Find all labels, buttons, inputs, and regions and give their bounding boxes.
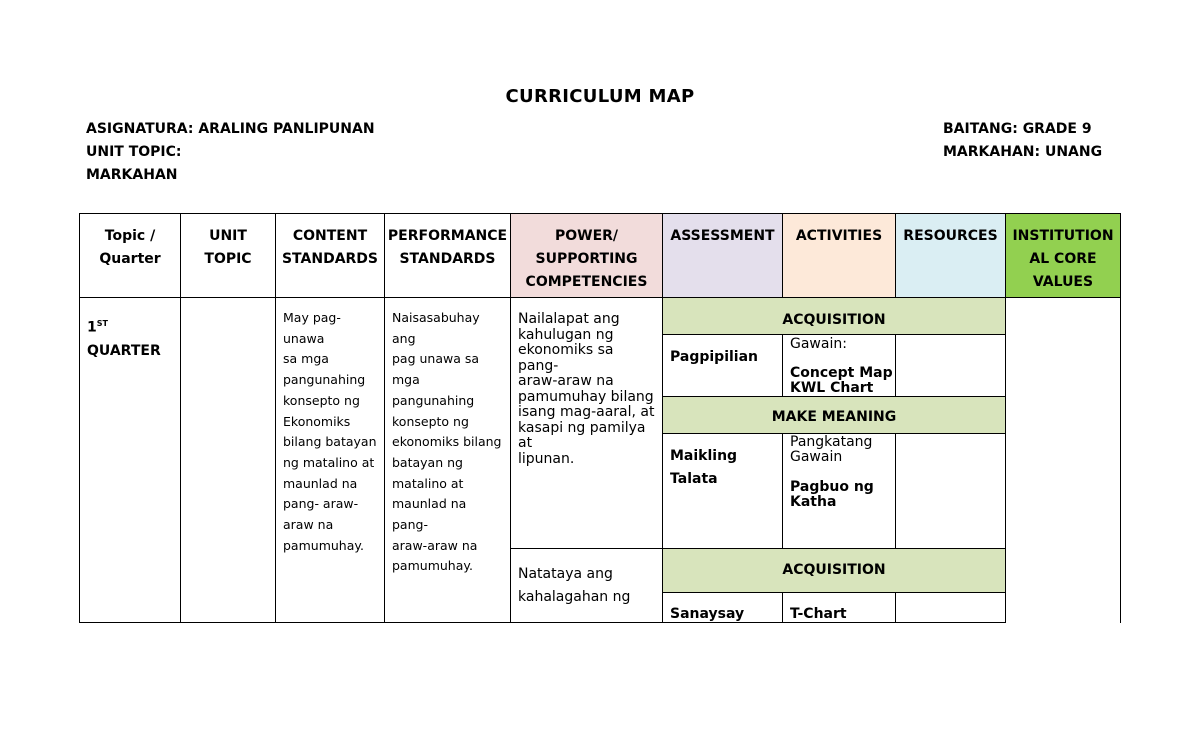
col-header-line: UNIT [209,228,247,244]
band-acquisition-2: ACQUISITION [662,548,1006,593]
activity-label: Gawain: [790,336,847,352]
cell-activity-2 [782,433,896,549]
header-markahan: MARKAHAN [86,167,178,183]
cell-core-values [1005,297,1121,623]
assessment-text: Sanaysay [670,606,745,622]
quarter-text: QUARTER [87,342,161,359]
text-line: pang- araw- [283,496,359,512]
col-header-line: SUPPORTING [535,251,638,267]
text-line: ekonomiks sa pang- [518,342,614,374]
quarter-suffix: ST [96,319,108,328]
activity-item: T-Chart [790,606,847,622]
col-header-line: AL CORE [1029,251,1097,267]
activity-item: Concept Map [790,365,893,381]
col-header-unit-topic [180,213,276,298]
text-line: konsepto ng [283,392,360,408]
text-line: Nailalapat ang [518,311,620,327]
col-header-line: Quarter [99,251,161,267]
cell-competency-1 [510,297,663,549]
col-header-core-values [1005,213,1121,298]
text-line: isang mag-aaral, at [518,404,655,420]
text-line: ng matalino at [283,454,375,470]
text-line: pamumuhay. [392,558,473,574]
text-line: sa mga [283,351,329,367]
col-header-line: POWER/ [554,228,619,244]
text-line: araw-araw na [392,537,478,553]
col-header-performance-standards [384,213,511,298]
text-line: pamumuhay. [283,537,364,553]
cell-assessment-2 [662,433,783,549]
col-header-line: TOPIC [204,251,252,267]
text-line: maunlad na pang- [392,496,467,533]
quarter-label [87,312,180,363]
activity-label: Gawain [790,449,843,465]
cell-resources-2 [895,433,1006,549]
text-line: May pag-unawa [283,310,341,346]
cell-assessment-3 [662,592,783,623]
text-line: pamumuhay bilang [518,388,654,405]
text-line: kahalagahan ng [518,589,631,605]
cell-competency-2 [510,548,663,623]
text-line: araw na [283,517,334,533]
activity-item: Katha [790,494,837,510]
cell-content-standards [275,297,385,623]
header-markahan-unang: MARKAHAN: UNANG [943,144,1103,160]
text-line: pag unawa sa mga [392,351,480,388]
activity-item: Pagbuo ng [790,479,874,495]
assessment-text: Pagpipilian [670,349,759,365]
col-header-line: ASSESSMENT [670,228,775,244]
col-header-line: INSTITUTION [1012,228,1114,244]
text-line: matalino at [392,475,464,491]
band-make-meaning: MAKE MEANING [662,396,1006,434]
text-line: araw-araw na [518,373,614,389]
cell-resources-1 [895,334,1006,397]
col-header-line: VALUES [1032,274,1094,290]
cell-resources-3 [895,592,1006,623]
col-header-line: ACTIVITIES [795,228,883,244]
text-line: pangunahing [392,392,475,408]
assessment-text: Talata [670,471,718,487]
text-line: maunlad na [283,475,358,491]
cell-unit-topic [180,297,276,623]
cell-performance-standards [384,297,511,623]
text-line: pangunahing [283,372,366,388]
text-line: kahulugan ng [518,326,614,343]
col-header-line: COMPETENCIES [525,274,648,290]
text-line: lipunan. [518,450,575,467]
col-header-line: Topic / [104,228,156,244]
cell-quarter [79,297,181,623]
col-header-line: PERFORMANCE [387,228,508,244]
col-header-assessment [662,213,783,298]
col-header-competencies [510,213,663,298]
band-acquisition-1: ACQUISITION [662,297,1006,335]
cell-assessment-1 [662,334,783,397]
text-line: konsepto ng [392,413,469,429]
text-line: Ekonomiks [283,413,351,429]
col-header-line: CONTENT [292,228,368,244]
text-line: batayan ng [392,454,463,470]
cell-activity-1 [782,334,896,397]
cell-activity-3 [782,592,896,623]
header-baitang: BAITANG: GRADE 9 [943,121,1092,137]
col-header-line: RESOURCES [903,228,998,244]
text-line: Natataya ang [518,566,613,582]
text-line: kasapi ng pamilya at [518,419,646,451]
text-line: Naisasabuhay ang [392,310,480,346]
activity-item: KWL Chart [790,380,874,396]
assessment-text: Maikling [670,448,738,464]
document-title: CURRICULUM MAP [505,86,695,107]
col-header-topic-quarter [79,213,181,298]
col-header-line: STANDARDS [281,251,379,267]
col-header-line: STANDARDS [399,251,496,267]
header-asignatura: ASIGNATURA: ARALING PANLIPUNAN [86,121,375,137]
header-unit-topic: UNIT TOPIC: [86,144,182,160]
col-header-resources [895,213,1006,298]
text-line: ekonomiks bilang [392,434,502,450]
quarter-number: 1 [87,319,97,336]
text-line: bilang batayan [283,434,377,450]
col-header-content-standards [275,213,385,298]
col-header-activities [782,213,896,298]
activity-label: Pangkatang [790,434,873,450]
